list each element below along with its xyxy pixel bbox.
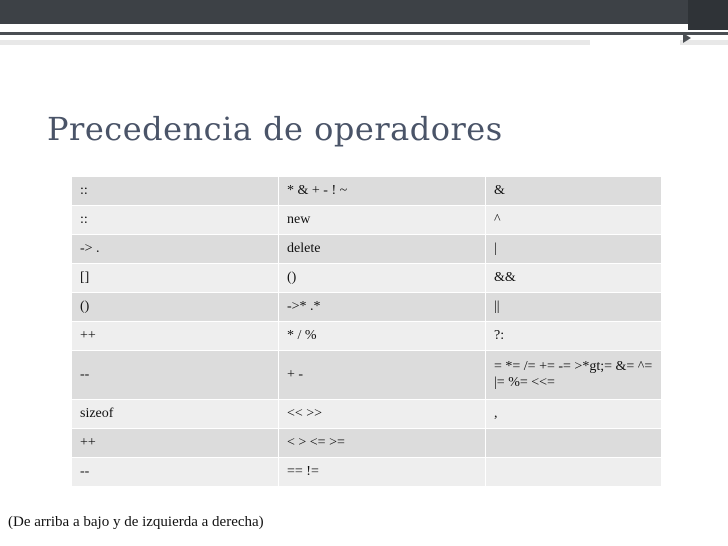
table-cell: ^ — [486, 206, 662, 235]
footnote: (De arriba a bajo y de izquierda a derecha) — [8, 514, 264, 530]
table-cell: , — [486, 400, 662, 429]
header-rule — [0, 32, 728, 35]
table-cell: = *= /= += -= >*gt;= &= ^= |= %= <<= — [486, 351, 662, 400]
table-cell: * / % — [279, 322, 486, 351]
table-cell: | — [486, 235, 662, 264]
table-cell: == != — [279, 458, 486, 487]
table-row — [72, 351, 662, 400]
table-cell: ?: — [486, 322, 662, 351]
table-cell: ++ — [72, 429, 279, 458]
table-cell: & — [486, 177, 662, 206]
table-cell: ++ — [72, 322, 279, 351]
table-cell: new — [279, 206, 486, 235]
table-row — [72, 206, 662, 235]
slide-title: Precedencia de operadores — [47, 110, 503, 148]
table-cell: -> . — [72, 235, 279, 264]
table-row — [72, 458, 662, 487]
table-cell: -- — [72, 351, 279, 400]
header-band — [0, 0, 728, 24]
corner-accent — [688, 0, 728, 30]
table-row — [72, 322, 662, 351]
table-cell: sizeof — [72, 400, 279, 429]
table-row — [72, 429, 662, 458]
table-row — [72, 264, 662, 293]
table-cell: + - — [279, 351, 486, 400]
table-row — [72, 293, 662, 322]
table-row — [72, 177, 662, 206]
table-cell: :: — [72, 206, 279, 235]
header-triangle-marker — [683, 33, 691, 43]
table-cell: -- — [72, 458, 279, 487]
table-row — [72, 400, 662, 429]
table-cell — [486, 429, 662, 458]
table-cell: () — [279, 264, 486, 293]
table-cell: * & + - ! ~ — [279, 177, 486, 206]
operator-precedence-table — [71, 176, 662, 487]
table-row — [72, 235, 662, 264]
table-cell: && — [486, 264, 662, 293]
table-cell: ->* .* — [279, 293, 486, 322]
table-cell: < > <= >= — [279, 429, 486, 458]
table-cell — [486, 458, 662, 487]
table-cell: || — [486, 293, 662, 322]
table-cell: << >> — [279, 400, 486, 429]
table-cell: delete — [279, 235, 486, 264]
table-cell: () — [72, 293, 279, 322]
table-cell: :: — [72, 177, 279, 206]
table-cell: [] — [72, 264, 279, 293]
header-accent-bar — [0, 40, 590, 45]
